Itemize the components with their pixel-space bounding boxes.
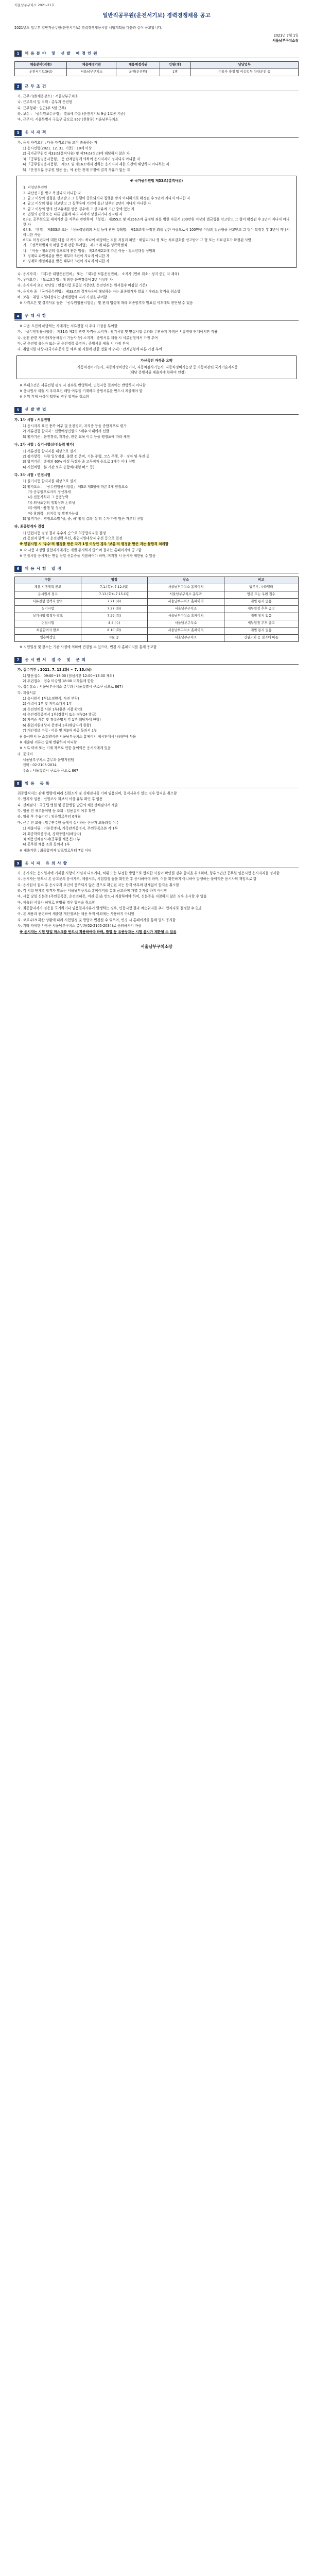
- list-item: 2) 이력서 1부 및 자기소개서 1부: [23, 702, 72, 706]
- list-item: 3. 금고 이상의 실형을 선고받고 그 집행이 종료되거나 집행을 받지 아니하기로 확정된 후 5년이 지나지 아니한 자: [23, 196, 190, 200]
- list-item: 가. 접수기간 : 2021. 7. 13.(화) ~ 7. 15.(목): [18, 668, 92, 672]
- table-row: [15, 69, 299, 76]
- table-header: 일정: [81, 577, 148, 584]
- list-item: 자. 코로나19 확산 상황에 따라 시험일정 및 방법이 변경될 수 있으며, 변경 시 홈페이지를 통해 별도 공지함: [18, 918, 176, 922]
- subsection-title: 가. 1차 시험 : 서류전형: [14, 417, 50, 422]
- disqualification-box: [16, 176, 297, 268]
- list-item: 다. 우대요건 : 「도로교통법」에 의한 운전경력이 2년 이상인 자: [18, 278, 113, 282]
- list-item: 나) 전문지식과 그 응용능력: [28, 495, 68, 500]
- section-number: 6: [14, 566, 22, 572]
- list-item: 4. 금고 이상의 형을 선고받고 그 집행유예 기간이 끝난 날부터 2년이 지나지 아니한 자: [23, 201, 151, 206]
- table-cell: 7.21.(수): [81, 599, 148, 606]
- list-item: 5) 자격증 사본 및 경력증명서 각 1부(해당자에 한함): [23, 718, 101, 722]
- table-cell: 서류전형 합격자 발표: [15, 599, 81, 606]
- section-number: 2: [14, 83, 22, 90]
- list-item: 가) 공무원으로서의 정신자세: [28, 490, 71, 495]
- table-row: [15, 584, 299, 591]
- list-item: 1) 응시자격 요건 충족 여부 및 운전경력, 자격증 등을 종합적으로 평가: [23, 424, 127, 429]
- list-item: 2) 우편접수 : 접수 마감일 18:00 도착분에 한함: [23, 679, 94, 683]
- highlight-text: ※ 면접시험 시 '우수'의 평정을 받은 자가 1명 이상인 경우 '보통'의 평정을 받은 자는 불합격 처리함: [20, 542, 169, 547]
- table-cell: 응시원서 접수: [15, 591, 81, 599]
- note-text: ※ 제출기한 : 최종합격자 발표일로부터 7일 이내: [20, 848, 92, 853]
- list-item: 6의4. 미성년자에 대한 다음 각 목의 어느 하나에 해당하는 죄를 저질러 파면ㆍ해임되거나 형 또는 치료감호를 선고받아 그 형 또는 치료감호가 확정된 사람: [23, 238, 252, 242]
- list-item: 다. 임용 전 채무불이행 등 조회 : 임용결격 여부 확인: [18, 809, 95, 814]
- list-item: 나. 운전 관련 자격증(자동차정비 기능사 등) 소지자 : 증빙서류 제출 시 서류전형에서 가점 부여: [18, 335, 158, 340]
- table-header: 채용예정직위: [116, 62, 160, 69]
- table-cell: 서울남부구치소: [67, 69, 116, 76]
- table-cell: 8월 중: [81, 634, 148, 641]
- list-item: 4) 운전경력증명서 1부(경찰서 또는 정부24 발급): [23, 713, 97, 717]
- table-cell: 채용 시행계획 공고: [15, 584, 81, 591]
- section-6-heading: [14, 566, 299, 573]
- list-item: 아. 본 채용과 관련하여 제출된 개인정보는 채용 목적 이외에는 사용하지 아니함: [18, 912, 134, 917]
- list-item: 바. 보훈ㆍ취업 지원대상자는 관계법령에 따라 가점을 부여함: [18, 295, 107, 300]
- list-item: 다. 제출서류: [18, 690, 37, 695]
- list-item: 차. 기타 자세한 사항은 서울남부구치소 총무과(02-2105-2034)로 문의하시기 바람: [18, 924, 142, 928]
- box-title: ※ 국가공무원법 제33조(결격사유): [130, 178, 183, 183]
- section-2-heading: [14, 83, 299, 91]
- section-number: 7: [14, 657, 22, 663]
- section-1-heading: [14, 50, 299, 58]
- section-5-heading: [14, 407, 299, 415]
- list-item: 나. 응시자격 : 「제1종 대형운전면허」 또는 「제1종 보통운전면허」 소지자 (면허 취소ㆍ정지 중인 자 제외): [18, 272, 179, 276]
- table-header: 채용예정기관: [67, 62, 116, 69]
- announce-org: 서울남부구치소장: [272, 38, 299, 43]
- list-item: 7) 개인정보 수집ㆍ이용 및 제3자 제공 동의서 1부: [23, 728, 97, 733]
- section-title: 응시자 유의사항: [25, 860, 69, 866]
- list-item: 2) 최종학력증명서, 경력증명서(해당자): [23, 832, 81, 836]
- table-header: 채용분야(직종): [15, 62, 67, 69]
- table-cell: 면접시험: [15, 620, 81, 628]
- section-number: 5: [14, 407, 22, 413]
- list-item: 나. 접수장소 : 서울남부구치소 총무과 (서울특별시 구로구 금오로 867): [18, 685, 123, 689]
- list-item: 가. 응시자는 응시원서에 기재한 사항이 사실과 다르거나, 허위 또는 부정한 방법으로 합격한 사실이 확인될 경우 합격을 취소하며, 향후 5년간 공무원 임용시험 응시자격을 정지함: [18, 871, 280, 875]
- note-text: ※ 서류 미비 또는 기재 착오로 인한 불이익은 응시자에게 있음: [20, 746, 111, 751]
- table-cell: 법무부, 나라일터: [224, 584, 298, 591]
- table-cell: 운전(운전원): [116, 69, 160, 76]
- section-title: 채용시험 일정: [25, 566, 63, 571]
- table-cell: 실기시험: [15, 606, 81, 613]
- list-item: 나. 신체검사 : 국공립 병원 및 종합병원 발급의 채용신체검사서 제출: [18, 803, 118, 807]
- page-title: 일반직공무원(운전서기보) 경력경쟁채용 공고: [102, 12, 211, 19]
- table-header: 구분: [15, 577, 81, 584]
- table-cell: 7.27.(화): [81, 606, 148, 613]
- footer-org: 서울남부구치소장: [141, 944, 172, 949]
- contact-heading: 라. 문의처: [18, 752, 33, 756]
- table-cell: 1명: [160, 69, 190, 76]
- list-item: 가. 응시 자격요건 : 다음 자격요건을 모두 충족하는 자: [18, 140, 97, 145]
- box-title: 가산특전 자격증 요약: [141, 358, 172, 363]
- list-item: 1) 실기시험 합격자를 대상으로 실시: [23, 479, 77, 484]
- note-text: ※ 시험일정 및 장소는 기관 사정에 의하여 변경될 수 있으며, 변경 시 홈페이지를 통해 공고함: [20, 645, 157, 649]
- list-item: 라) 예의ㆍ품행 및 성실성: [28, 506, 65, 511]
- table-row: [15, 634, 299, 641]
- schedule-table: [14, 577, 299, 641]
- list-item: 나. 응시자는 반드시 본 공고문의 응시자격, 제출서류, 시험일정 등을 확인한 후 응시하여야 하며, 이를 확인하지 아니하여 발생하는 불이익은 응시자의 책임으로 함: [18, 877, 257, 882]
- list-item: 라. 임용 후 수습기간 : 임용일로부터 6개월: [18, 815, 81, 819]
- list-item: 3) 「공무원임용시험령」 등 관계법령에 의하여 응시자격이 정지되지 아니한 자: [23, 157, 140, 161]
- list-item: 다. 근무형태 : 일근(주 5일 근무): [18, 106, 66, 110]
- list-item: 라. 취업지원 대상자(국가유공자 등 예우 및 지원에 관한 법률 해당자) : 관계법령에 따른 가점 부여: [18, 347, 162, 352]
- list-item: 1) 면접시험 평정 결과 우수자 순으로 최종합격자를 결정: [23, 531, 106, 535]
- list-item: 2) 평가항목 : 차량 일상점검, 출발 전 준비, 기본 주행, 코스 주행, 주ㆍ정차 및 후진 등: [23, 454, 150, 459]
- table-cell: 개별 통지 없음: [224, 613, 298, 620]
- list-item: 라. 보수 : 「공무원보수규정」 별표에 따름 (운전서기보 9급 1호봉 기준): [18, 112, 126, 116]
- table-cell: 7.29.(목): [81, 613, 148, 620]
- table-row: [15, 606, 299, 613]
- section-7-heading: [14, 657, 299, 665]
- list-item: 2) 동점자 발생 시 운전경력 우선, 취업지원대상자 우선 등으로 결정: [23, 536, 123, 540]
- announce-date: 2021년 7월 1일: [273, 33, 299, 38]
- note-text: ※ 각 시험 과정별 불합격자에게는 개별 통지하지 않으며 결과는 홈페이지에 공고함: [20, 548, 142, 552]
- section-number: 3: [14, 130, 22, 136]
- list-item: 다. 응시원서 접수 후 응시자격 요건이 충족되지 않은 것으로 확인된 자는 합격 여부와 관계없이 합격을 취소함: [18, 883, 179, 887]
- list-item: 다) 의사표현의 정확성과 논리성: [28, 500, 75, 505]
- list-item: 8. 징계로 해임처분을 받은 때부터 3년이 지나지 아니한 자: [23, 259, 110, 264]
- list-item: 라. 각 시험 단계별 합격자 발표는 서울남부구치소 홈페이지를 통해 공고하며 개별 통지를 하지 아니함: [18, 889, 167, 893]
- section-title: 임용 등록: [25, 781, 51, 786]
- note-text: ※ 제출된 서류는 일체 반환하지 아니함: [20, 740, 77, 744]
- table-cell: 서울남부구치소 홈페이지: [148, 584, 224, 591]
- table-row: [15, 613, 299, 620]
- list-item: 2. 파산선고를 받고 복권되지 아니한 자: [23, 191, 81, 195]
- table-cell: 서울남부구치소 총무과: [148, 591, 224, 599]
- preference-box: [16, 355, 297, 379]
- list-item: 5. 금고 이상의 형의 선고유예를 받은 경우에 그 선고유예 기간 중에 있는 자: [23, 207, 135, 211]
- subsection-title: 나. 2차 시험 : 실기시험(운전능력 평가): [14, 443, 75, 447]
- subsection-title: 라. 최종합격자 결정: [14, 524, 45, 529]
- list-item: 6. 법원의 판결 또는 다른 법률에 따라 자격이 상실되거나 정지된 자: [23, 212, 123, 217]
- table-cell: 세부일정 추후 공고: [224, 606, 298, 613]
- list-item: 1) 응시원서 1부(소정양식, 사진 부착): [23, 696, 79, 701]
- list-item: (해당 증빙서류 제출자에 한하여 인정): [129, 370, 186, 375]
- list-item: 1) 제출서류 : 기본증명서, 가족관계증명서, 주민등록초본 각 1부: [23, 826, 118, 831]
- list-item: 라. 응시자격 요건 판단일 : 면접시험 최종일 기준(단, 운전면허는 원서접수 마감일 기준): [18, 283, 147, 288]
- table-cell: 서울남부구치소: [148, 606, 224, 613]
- list-item: 사. 최종합격자가 임용을 포기하거나 임용결격사유가 발생하는 경우, 면접시험 결과 차순위자를 추가 합격자로 결정할 수 있음: [18, 906, 202, 911]
- list-item: 나. 「아동ㆍ청소년의 성보호에 관한 법률」 제2조제2호에 따른 아동ㆍ청소년대상 성범죄: [23, 248, 156, 253]
- list-item: 마) 창의력ㆍ의지력 및 발전가능성: [28, 511, 79, 516]
- list-item: 2) 서류전형 합격자 : 선발예정인원의 5배수 이내에서 선발: [23, 429, 109, 434]
- table-cell: 7.1.(목)~7.12.(월): [81, 584, 148, 591]
- table-cell: 서울남부구치소 홈페이지: [148, 599, 224, 606]
- list-item: 가. 근무기관(채용장소) : 서울남부구치소: [18, 94, 78, 98]
- doc-number: 서울남부구치소 2021-21호: [14, 3, 55, 7]
- list-item: 다. 군 운전병 출신자 또는 군 운전경력 증명자 : 증빙서류 제출 시 가점 부여: [18, 341, 129, 346]
- list-item: 4) 공무원 채용 조회 동의서 1부: [23, 842, 70, 847]
- section-title: 채용분야 및 선발 예정인원: [25, 50, 99, 56]
- list-item: 가. 「성폭력범죄의 처벌 등에 관한 특례법」 제2조에 따른 성폭력범죄: [23, 243, 127, 248]
- recruit-table: [14, 61, 299, 76]
- note-text: ※ 다음 요건에 해당하는 자에게는 서류전형 시 우대 가점을 부여함: [20, 324, 117, 328]
- list-item: 6의2. 공무원으로 재직기간 중 직무와 관련하여 「형법」 제355조 및 제356조에 규정된 죄를 범한 자로서 300만원 이상의 벌금형을 선고받고 그 형이 확정된 후 2년이 지나지 아니한 자: [23, 217, 290, 227]
- section-title: 우대사항: [25, 313, 48, 318]
- table-cell: 서울남부구치소 홈페이지: [148, 627, 224, 634]
- section-number: 1: [14, 50, 22, 57]
- contact-phone: 전화 : 02-2105-2034: [23, 763, 57, 768]
- table-cell: 서울남부구치소: [148, 620, 224, 628]
- list-item: 마. 근무지: 서울특별시 구로구 금오로 867 (천왕동) 서울남부구치소: [18, 117, 118, 122]
- table-header: 인원(명): [160, 62, 190, 69]
- list-item: 2) 국가공무원법 제33조(결격사유) 및 제74조(정년)에 해당하지 않은 자: [23, 151, 130, 156]
- contact-line: 서울남부구치소 총무과 운영지원팀: [23, 757, 74, 762]
- table-cell: 서울남부구치소: [148, 634, 224, 641]
- section-8-heading: [14, 781, 299, 788]
- list-item: 1) 방문접수 : 09:00~18:00 (점심시간 12:00~13:00 제외): [23, 673, 114, 678]
- warning-text: ※ 응시자는 시험 당일 마스크를 반드시 착용하여야 하며, 발열 등 유증상자는 시험 응시가 제한될 수 있음: [20, 929, 177, 934]
- table-header: 비고: [224, 577, 298, 584]
- section-4-heading: [14, 313, 299, 321]
- list-item: 3) 평가기준 : 운전경력, 자격증, 관련 교육 이수 등을 평정표에 따라 채점: [23, 434, 130, 439]
- table-header: 담당업무: [190, 62, 298, 69]
- section-title: 선발방법: [25, 407, 48, 412]
- table-row: [15, 591, 299, 599]
- table-cell: 방문 또는 우편 접수: [224, 591, 298, 599]
- table-cell: 8.10.(화): [81, 627, 148, 634]
- subsection-title: 다. 3차 시험 : 면접시험: [14, 473, 50, 477]
- list-item: 3) 합격기준 : 총점의 60% 이상 득점자 중 고득점자 순으로 3배수 이내 선발: [23, 460, 135, 464]
- section-title: 응시자격: [25, 130, 48, 135]
- note-text: ※ 자격요건 및 결격사유 등은 「공무원임용시험령」 및 관계 법령에 따라 최종합격자 발표일 이후에도 판단될 수 있음: [20, 301, 193, 306]
- note-text: ※ 응시원서 제출 시 우대요건 해당 여부를 기재하고 증빙서류를 반드시 제출해야 함: [20, 389, 143, 394]
- list-item: 가. 합격자 임용 : 신원조사 회보서 이상 유무 확인 후 임용: [18, 797, 103, 802]
- table-cell: 임용예정일: [15, 634, 81, 641]
- note-text: ※ 응시원서 등 소정양식은 서울남부구치소 홈페이지 게시판에서 내려받아 사용: [20, 734, 136, 739]
- list-item: 마. 응시자 중 「국가공무원법」 제33조의 결격사유에 해당하는 자는 최종합격자 발표 이후라도 합격을 취소함: [18, 289, 181, 294]
- contact-address: 주소 : 서울특별시 구로구 금오로 867: [23, 768, 79, 773]
- list-item: 2) 평가요소 : 「공무원임용시험령」 제5조 제3항에 따른 5개 평정요소: [23, 484, 128, 489]
- table-cell: 7.13.(화)~7.15.(목): [81, 591, 148, 599]
- table-header: 장소: [148, 577, 224, 584]
- list-item: 5) 「운전직류 공무원 임용 등」에 관한 관계 규정에 결격 사유가 없는 자: [23, 167, 130, 172]
- list-item: 가. 「공무원임용시험령」 제31조 제2항 관련 자격증 소지자 : 필기시험 및 면접시험 결과와 무관하게 가점은 서류전형 단계에서만 적용: [18, 330, 218, 334]
- list-item: 바. 제출된 서류가 허위로 판명될 경우 합격을 취소함: [18, 900, 95, 905]
- list-item: 7. 징계로 파면처분을 받은 때부터 5년이 지나지 아니한 자: [23, 253, 110, 258]
- intro-text: 2021년도 법무부 일반직공무원(운전서기보) 경력경쟁채용시험 시행계획을 다음과 같이 공고합니다.: [14, 26, 163, 30]
- list-item: 마. 시험 당일 신분증 (주민등록증, 운전면허증, 여권 등)을 반드시 지참하여야 하며, 신분증을 지참하지 않은 경우 응시할 수 없음: [18, 894, 207, 899]
- warning-note: [20, 930, 299, 935]
- table-row: [15, 599, 299, 606]
- table-cell: 수용자 출정 및 이송업무 차량운전 등: [190, 69, 298, 76]
- section-3-heading: [14, 130, 299, 138]
- list-item: 1) 응시연령(2021. 12. 31. 기준) : 18세 이상: [23, 146, 92, 151]
- table-cell: 실기시험 합격자 발표: [15, 613, 81, 620]
- section-title: 응시원서 접수 및 문의: [25, 657, 88, 662]
- section-title: 근무조건: [25, 83, 48, 89]
- list-item: 3) 합격기준 : 평정요소별 '상, 중, 하' 평정 결과 '상'의 수가 가장 많은 자부터 선발: [23, 516, 144, 521]
- section-number: 8: [14, 781, 22, 787]
- note-text: ※ 면접시험 응시자는 면접 당일 신분증을 지참하여야 하며, 미지참 시 응시가 제한될 수 있음: [20, 554, 156, 558]
- list-item: 1) 서류전형 합격자를 대상으로 실시: [23, 449, 77, 453]
- list-item: 자동차정비기능사, 자동차정비산업기사, 자동차검사기능사, 자동차정비기능장 등 자동차관련 국가기술자격증: [77, 365, 238, 369]
- table-cell: 서울남부구치소 홈페이지: [148, 613, 224, 620]
- table-row: [15, 620, 299, 628]
- highlight-note: [20, 542, 299, 547]
- table-cell: 개별 통지 없음: [224, 599, 298, 606]
- note-text: ※ 허위 기재 사실이 확인될 경우 합격을 취소함: [20, 395, 89, 399]
- list-item: 1. 피성년후견인: [23, 185, 47, 190]
- paragraph: 최종합격자는 관계 법령에 따라 신원조사 및 신체검사를 거쳐 임용되며, 결격사유가 있는 경우 합격을 취소함: [18, 791, 177, 796]
- section-number: 9: [14, 860, 22, 867]
- list-item: 3) 운전면허증 사본 1부(원본 지참 확인): [23, 707, 82, 711]
- note-text: ※ 우대요건은 서류전형 평정 시 점수로 반영하며, 면접시험 결과에는 반영하지 아니함: [20, 383, 146, 387]
- section-9-heading: [14, 860, 299, 868]
- list-item: 마. 근무 전 교육 : 법무연수원 등에서 실시하는 신규자 교육과정 이수: [18, 820, 119, 825]
- table-cell: 최종합격자 발표: [15, 627, 81, 634]
- list-item: 4) 시험차량 : 본 기관 보유 승합차(대형 버스 등): [23, 465, 95, 469]
- list-item: 4) 「공무원임용시험령」 제9조 및 제16조에서 정하는 응시자격 제한 요건에 해당하지 아니하는 자: [23, 162, 169, 167]
- table-cell: 개별 통지 없음: [224, 627, 298, 634]
- list-item: 나. 근무부서 및 직위 : 총무과 운전원: [18, 100, 73, 105]
- list-item: 3) 채용신체검사서(공무원 채용용) 1부: [23, 837, 80, 841]
- list-item: 6) 취업지원대상자 증명서 1부(해당자에 한함): [23, 723, 91, 727]
- table-row: [15, 627, 299, 634]
- list-item: 6의3. 「형법」 제303조 또는 「성폭력범죄의 처벌 등에 관한 특례법」 제10조에 규정된 죄를 범한 사람으로서 100만원 이상의 벌금형을 선고받고 그 형이 확정된 후 3년이 지나지 아니한 사람: [23, 228, 290, 237]
- table-cell: 8.4.(수): [81, 620, 148, 628]
- table-cell: 세부일정 추후 공고: [224, 620, 298, 628]
- table-cell: 운전서기보(9급): [15, 69, 67, 76]
- table-cell: 신원조회 등 결과에 따름: [224, 634, 298, 641]
- section-number: 4: [14, 313, 22, 319]
